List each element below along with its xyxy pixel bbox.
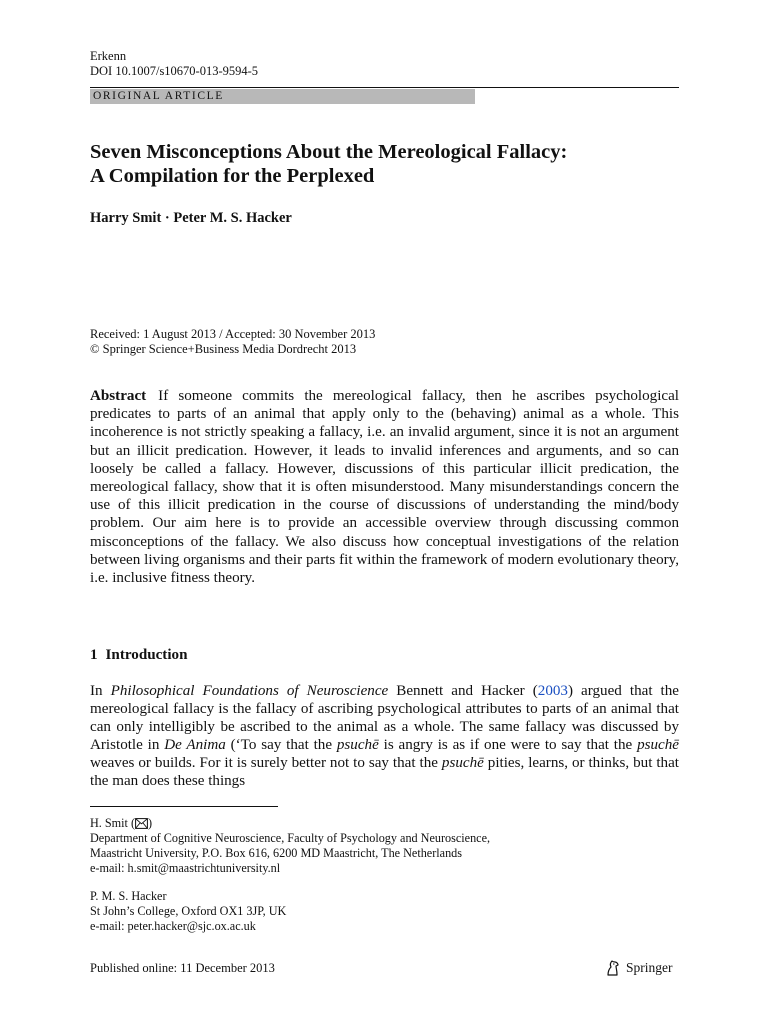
intro-text: In bbox=[90, 683, 111, 699]
intro-text: is angry is as if one were to say that the bbox=[378, 737, 638, 754]
paper-title-line1: Seven Misconceptions About the Mereological Fallacy: bbox=[90, 141, 568, 163]
author1-name-close: ) bbox=[148, 816, 153, 830]
footnote-author1-email[interactable]: e-mail: h.smit@maastrichtuniversity.nl bbox=[90, 861, 281, 875]
footnote-author2-name: P. M. S. Hacker bbox=[90, 889, 167, 903]
journal-name: Erkenn bbox=[90, 49, 127, 63]
doi: DOI 10.1007/s10670-013-9594-5 bbox=[90, 64, 259, 78]
paper-title-line2: A Compilation for the Perplexed bbox=[90, 165, 375, 187]
abstract-label: Abstract bbox=[90, 388, 147, 404]
intro-text: (‘To say that the bbox=[225, 737, 337, 754]
greek-term: psuchē bbox=[336, 737, 379, 754]
footnote-author2-address: St John’s College, Oxford OX1 3JP, UK bbox=[90, 904, 287, 918]
envelope-icon bbox=[135, 818, 148, 829]
publisher-name: Springer bbox=[626, 960, 673, 975]
section-heading bbox=[90, 646, 187, 664]
publisher-mark bbox=[604, 959, 673, 977]
intro-text: ) argued that the mereological fallacy is the fallacy of ascribing psychological attributes to parts of an animal that can only intelligibly be ascribed to the animal as a whole. The same fallacy was discussed by Aristotle in bbox=[90, 683, 679, 754]
abstract-text: If someone commits the mereological fallacy, then he ascribes psychological predicates to parts of an animal that apply only to the (behaving) animal as a whole. This incoherence is not strictly speaking a fallacy, i.e. an invalid argument, since it is not an argument but an illicit predication. However, it leads to invalid inferences and arguments, and so can loosely be called a fallacy. However, discussions of this particular illicit predication, the mereological fallacy, show that it is often misunderstood. Many misunderstandings concern the use of this illicit predication in the course of discussions of understanding the mind/body problem. Our aim here is to provide an accessible overview through discussing common misconceptions of the fallacy. We also discuss how conceptual investigations of the relation between living organisms and their parts fit within the framework of modern evolutionary theory, i.e. inclusive fitness theory. bbox=[90, 388, 679, 587]
intro-text: Bennett and Hacker ( bbox=[388, 683, 538, 699]
footnote-author1-dept: Department of Cognitive Neuroscience, Faculty of Psychology and Neuroscience, bbox=[90, 831, 491, 845]
section-number: 1 bbox=[90, 647, 98, 663]
greek-term: psuchē bbox=[441, 755, 484, 772]
footnote-rule bbox=[90, 806, 278, 807]
springer-horse-icon bbox=[604, 959, 622, 977]
copyright-notice: © Springer Science+Business Media Dordrecht 2013 bbox=[90, 342, 357, 356]
section-title: Introduction bbox=[105, 647, 188, 663]
author-list: Harry Smit · Peter M. S. Hacker bbox=[90, 210, 292, 226]
footnote-author1-name bbox=[90, 816, 152, 831]
intro-paragraph bbox=[90, 682, 679, 791]
abstract bbox=[90, 387, 679, 587]
book-title: Philosophical Foundations of Neuroscience bbox=[110, 683, 389, 699]
published-online-date: Published online: 11 December 2013 bbox=[90, 961, 275, 975]
paper-title bbox=[90, 140, 690, 188]
citation-link[interactable]: 2003 bbox=[537, 683, 568, 699]
footnote-author2-email[interactable]: e-mail: peter.hacker@sjc.ox.ac.uk bbox=[90, 919, 256, 933]
article-type-banner: ORIGINAL ARTICLE bbox=[90, 89, 475, 104]
footnote-author1-address: Maastricht University, P.O. Box 616, 6200 MD Maastricht, The Netherlands bbox=[90, 846, 463, 860]
received-accepted-dates: Received: 1 August 2013 / Accepted: 30 November 2013 bbox=[90, 327, 376, 341]
work-title: De Anima bbox=[164, 737, 226, 754]
author1-name: H. Smit ( bbox=[90, 816, 136, 830]
header-rule bbox=[90, 87, 679, 88]
greek-term: psuchē bbox=[637, 737, 679, 754]
intro-text: weaves or builds. For it is surely better not to say that the bbox=[90, 755, 442, 772]
intro-text: pities, learns, or thinks, but that the man does these things bbox=[90, 755, 679, 790]
